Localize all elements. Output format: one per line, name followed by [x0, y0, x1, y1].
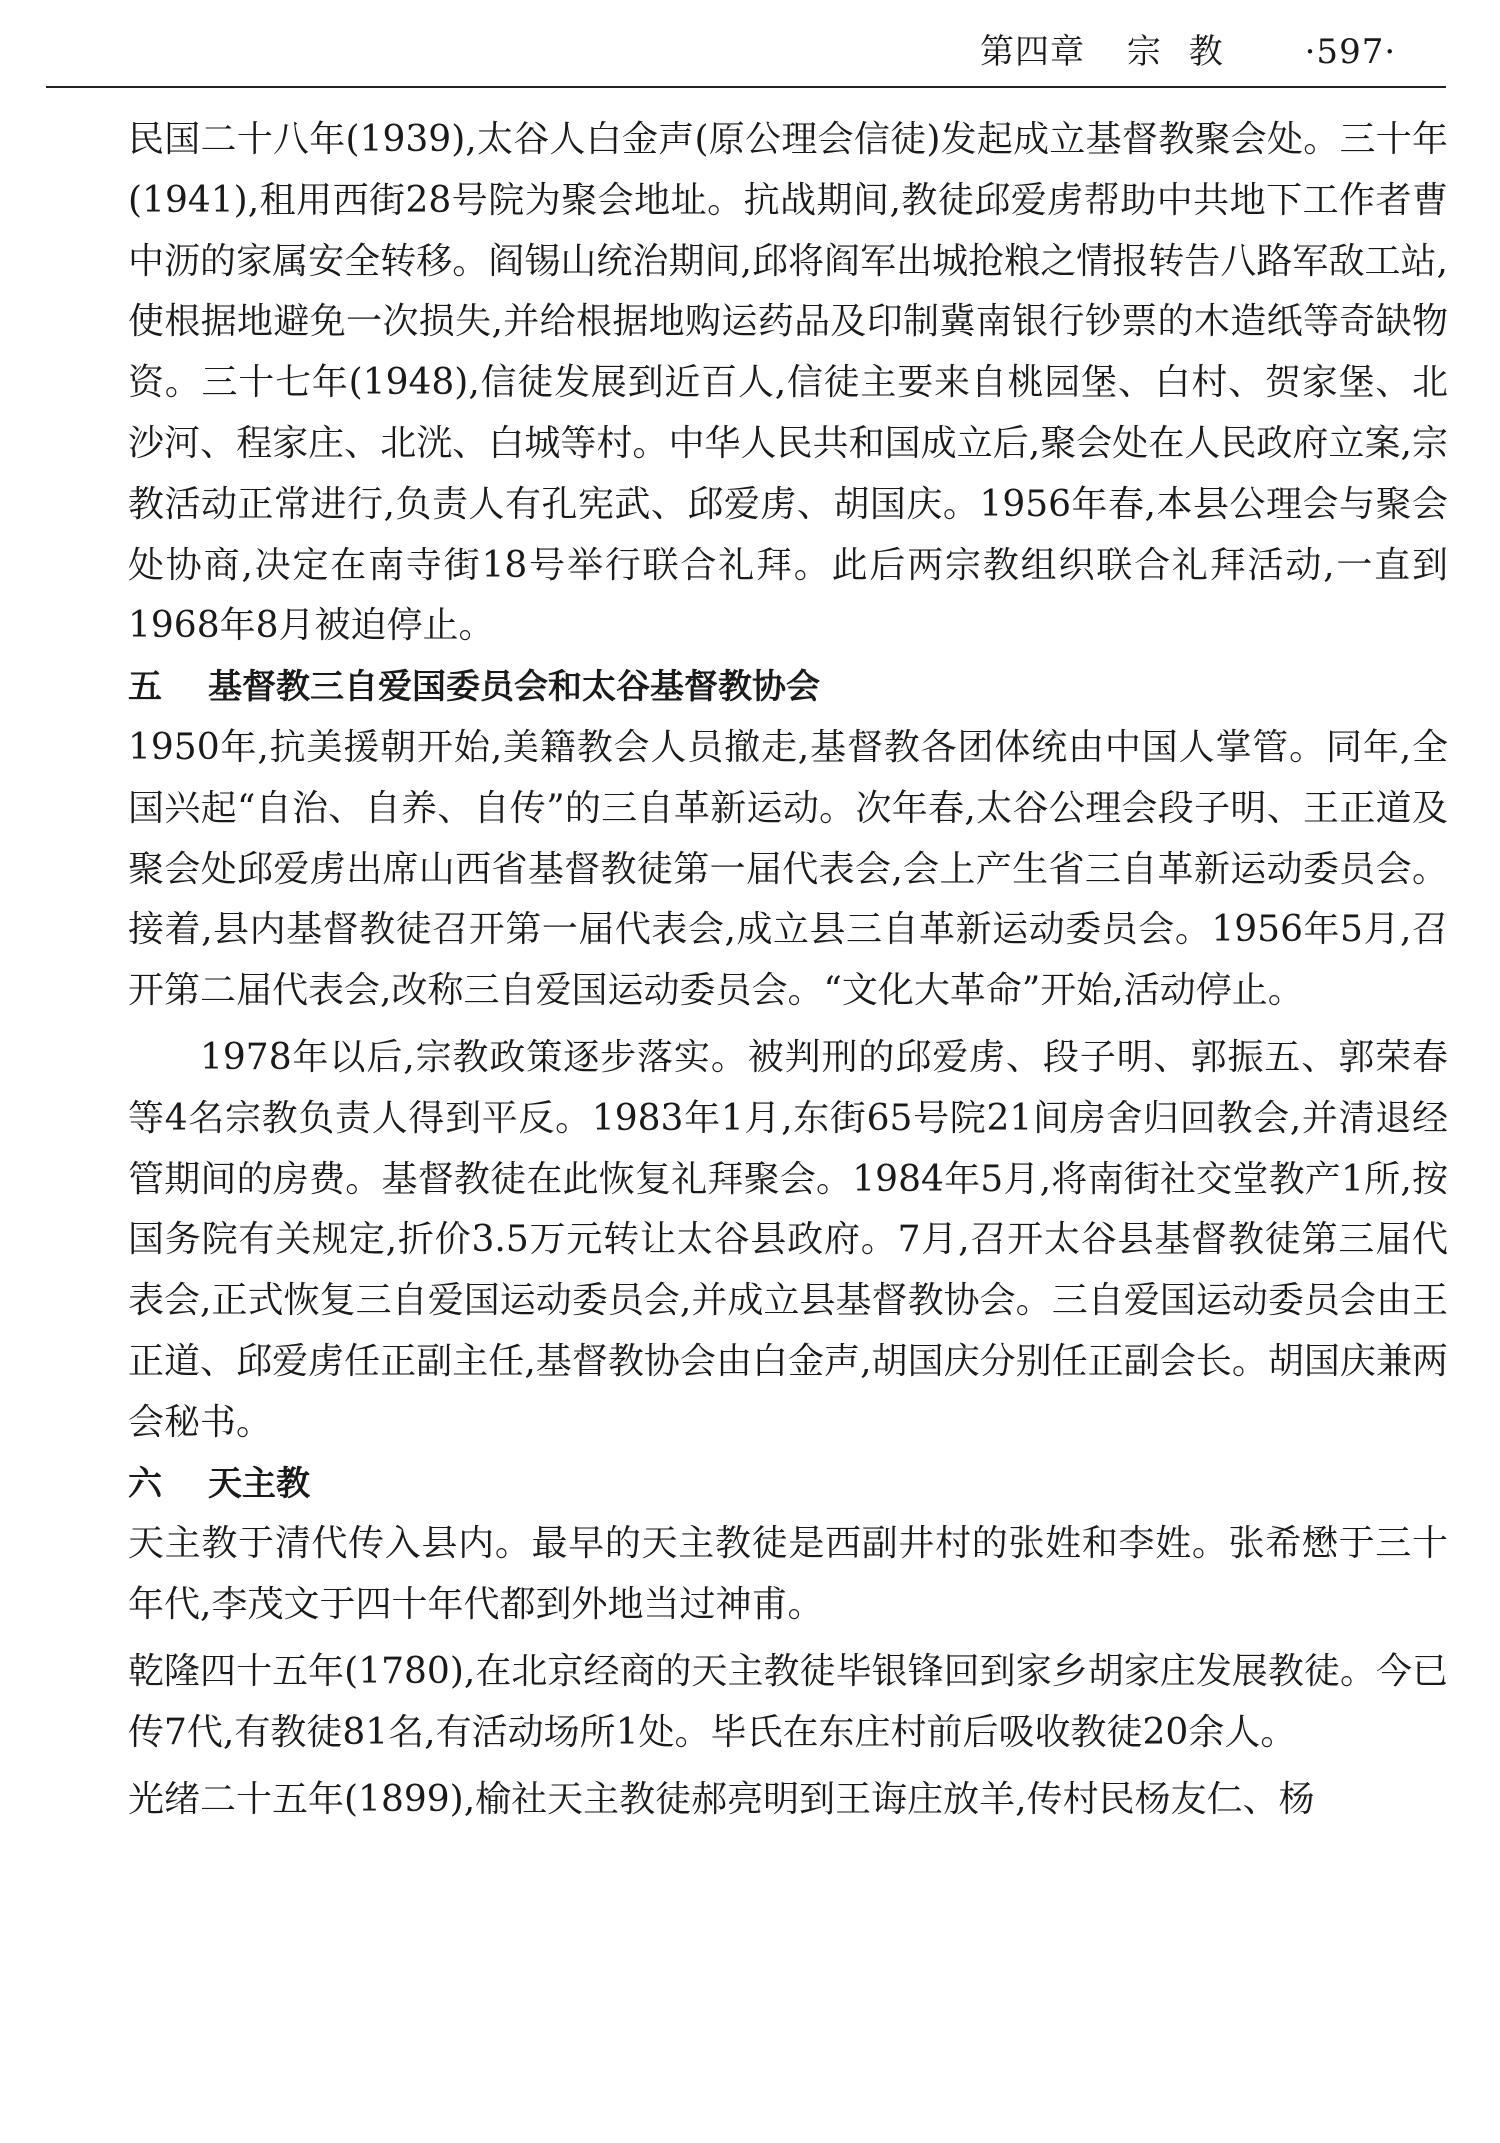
section-number: 六 [128, 1463, 162, 1504]
section-number: 五 [128, 667, 162, 708]
paragraph: 光绪二十五年(1899),榆社天主教徒郝亮明到王诲庄放羊,传村民杨友仁、杨 [128, 1778, 1315, 1820]
page-number: ·597· [1304, 32, 1397, 72]
section-title: 基督教三自爱国委员会和太谷基督教协会 [208, 667, 820, 708]
chapter-label: 第四章 [980, 32, 1085, 72]
paragraph: 天主教于清代传入县内。最早的天主教徒是西副井村的张姓和李姓。张希懋于三十年代,李茂文于四十年代都到外地当过神甫。 [128, 1523, 1448, 1626]
chapter-subject: 宗教 [1126, 32, 1251, 72]
paragraph: 1950年,抗美援朝开始,美籍教会人员撤走,基督教各团体统由中国人掌管。同年,全国兴起“自治、自养、自传”的三自革新运动。次年春,太谷公理会段子明、王正道及聚会处邱爱虏出席山西省基督教徒第一届代表会,会上产生省三自革新运动委员会。接着,县内基督教徒召开第一届代表会,成立县三自革新运动委员会。1956年5月,召开第二届代表会,改称三自爱国运动委员会。“文化大革命”开始,活动停止。 [128, 726, 1448, 1012]
running-header [980, 26, 1420, 78]
paragraph-gathering-hall: 民国二十八年(1939),太谷人白金声(原公理会信徒)发起成立基督教聚会处。三十年(1941),租用西街28号院为聚会地址。抗战期间,教徒邱爱虏帮助中共地下工作者曹中沥的家属安全转移。阎锡山统治期间,邱将阎军出城抢粮之情报转告八路军敌工站,使根据地避免一次损失,并给根据地购运药品及印制冀南银行钞票的木造纸等奇缺物资。三十七年(1948),信徒发展到近百人,信徒主要来自桃园堡、白村、贺家堡、北沙河、程家庄、北洸、白城等村。中华人民共和国成立后,聚会处在人民政府立案,宗教活动正常进行,负责人有孔宪武、邱爱虏、胡国庆。1956年春,本县公理会与聚会处协商,决定在南寺街18号举行联合礼拜。此后两宗教组织联合礼拜活动,一直到1968年8月被迫停止。 [128, 119, 1448, 647]
body-text [128, 110, 1448, 1830]
paragraph: 乾隆四十五年(1780),在北京经商的天主教徒毕银锋回到家乡胡家庄发展教徒。今已传7代,有教徒81名,有活动场所1处。毕氏在东庄村前后吸收教徒20余人。 [128, 1650, 1448, 1753]
paragraph: 1978年以后,宗教政策逐步落实。被判刑的邱爱虏、段子明、郭振五、郭荣春等4名宗教负责人得到平反。1983年1月,东街65号院21间房舍归回教会,并清退经管期间的房费。基督教徒在此恢复礼拜聚会。1984年5月,将南街社交堂教产1所,按国务院有关规定,折价3.5万元转让太谷县政府。7月,召开太谷县基督教徒第三届代表会,正式恢复三自爱国运动委员会,并成立县基督教协会。三自爱国运动委员会由王正道、邱爱虏任正副主任,基督教协会由白金声,胡国庆分别任正副会长。胡国庆兼两会秘书。 [128, 1036, 1448, 1443]
section-heading-6 [128, 1454, 1448, 1515]
section-title: 天主教 [208, 1463, 310, 1504]
section-heading-5 [128, 657, 1448, 718]
header-divider [46, 86, 1446, 88]
